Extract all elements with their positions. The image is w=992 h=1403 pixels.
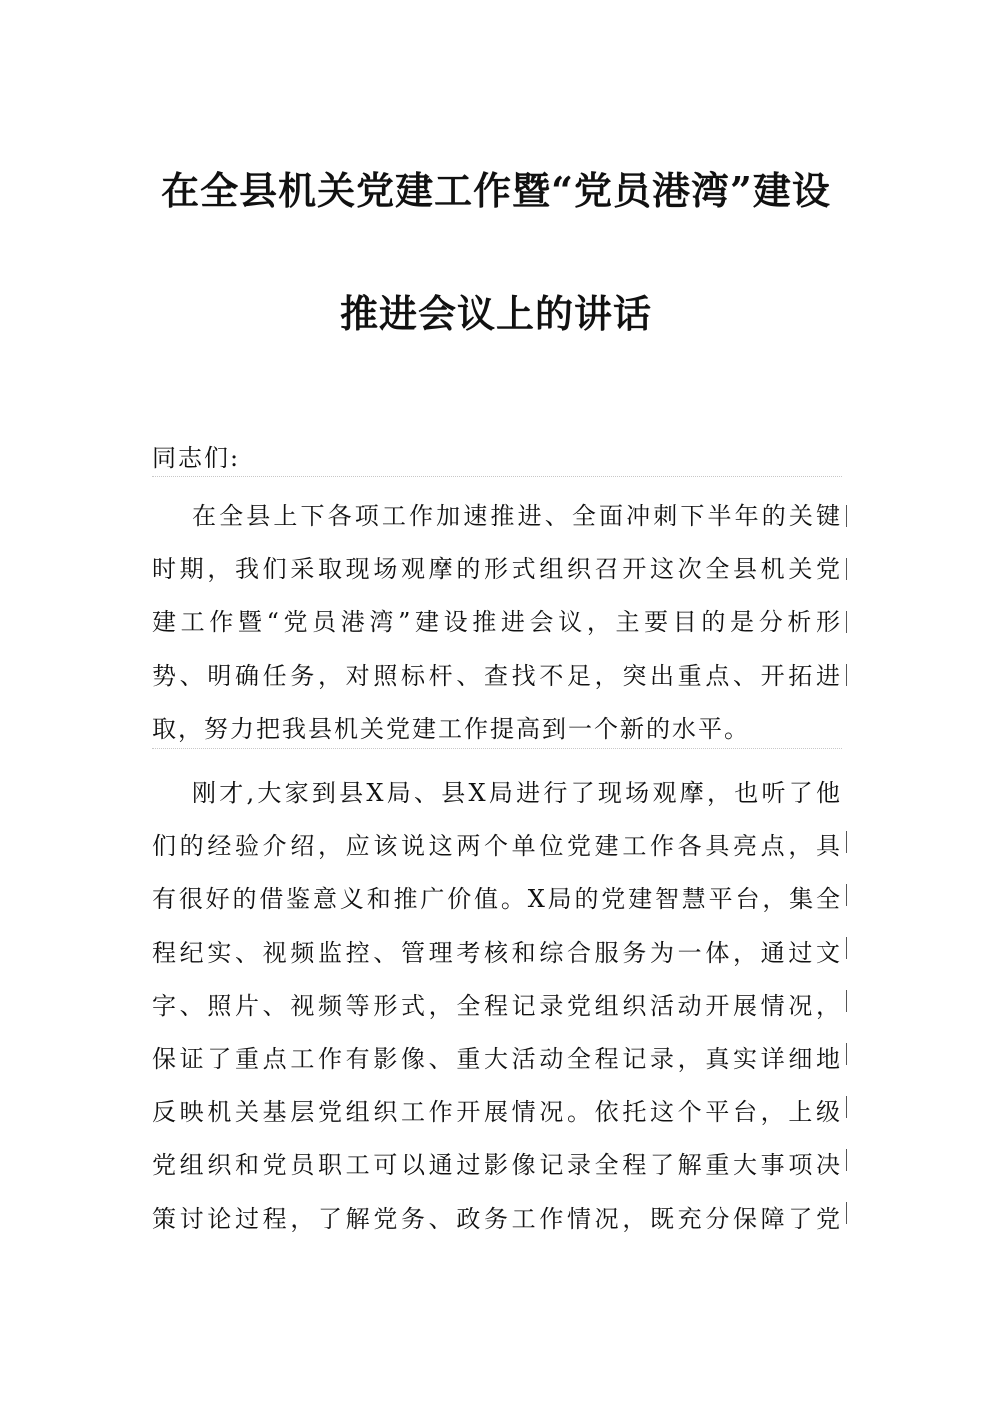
paragraph-line: 在全县上下各项工作加速推进、全面冲刺下半年的关键 bbox=[192, 502, 842, 530]
salutation: 同志们: bbox=[152, 444, 241, 472]
line-end-marker bbox=[846, 990, 847, 1012]
paragraph-line: 保证了重点工作有影像、重大活动全程记录，真实详细地 bbox=[152, 1044, 842, 1073]
paragraph-line: 字、照片、视频等形式，全程记录党组织活动开展情况， bbox=[152, 991, 842, 1020]
line-end-marker bbox=[846, 1096, 847, 1118]
paragraph-divider bbox=[152, 748, 842, 749]
line-end-marker bbox=[846, 884, 847, 906]
paragraph-line: 时期，我们采取现场观摩的形式组织召开这次全县机关党 bbox=[152, 555, 842, 584]
paragraph-line: 势、明确任务，对照标杆、查找不足，突出重点、开拓进 bbox=[152, 661, 842, 690]
line-end-marker bbox=[846, 937, 847, 959]
paragraph-line: 程纪实、视频监控、管理考核和综合服务为一体，通过文 bbox=[152, 938, 842, 967]
paragraph-line: 有很好的借鉴意义和推广价值。X局的党建智慧平台，集全 bbox=[152, 885, 842, 914]
line-end-marker bbox=[846, 611, 847, 633]
paragraph-line: 刚才,大家到县X局、县X局进行了现场观摩，也听了他 bbox=[192, 779, 842, 807]
line-end-marker bbox=[846, 664, 847, 686]
paragraph-line: 建工作暨“党员港湾”建设推进会议，主要目的是分析形 bbox=[152, 608, 842, 637]
line-end-marker bbox=[846, 505, 847, 527]
paragraph-line: 策讨论过程，了解党务、政务工作情况，既充分保障了党 bbox=[152, 1204, 842, 1233]
paragraph-line: 党组织和党员职工可以通过影像记录全程了解重大事项决 bbox=[152, 1151, 842, 1180]
line-end-marker bbox=[846, 831, 847, 853]
paragraph-line: 反映机关基层党组织工作开展情况。依托这个平台，上级 bbox=[152, 1098, 842, 1127]
paragraph-line: 取，努力把我县机关党建工作提高到一个新的水平。 bbox=[152, 714, 750, 743]
line-end-marker bbox=[846, 1202, 847, 1224]
paragraph-2 bbox=[152, 767, 842, 1246]
paragraph-divider bbox=[152, 476, 842, 477]
line-end-marker bbox=[846, 1043, 847, 1065]
document-title-line-2: 推进会议上的讲话 bbox=[339, 291, 652, 336]
line-end-marker bbox=[846, 1149, 847, 1171]
line-end-marker bbox=[846, 558, 847, 580]
document-title-line-1: 在全县机关党建工作暨“党员港湾”建设 bbox=[161, 168, 831, 213]
paragraph-1 bbox=[152, 490, 842, 756]
paragraph-line: 们的经验介绍，应该说这两个单位党建工作各具亮点，具 bbox=[152, 832, 842, 861]
